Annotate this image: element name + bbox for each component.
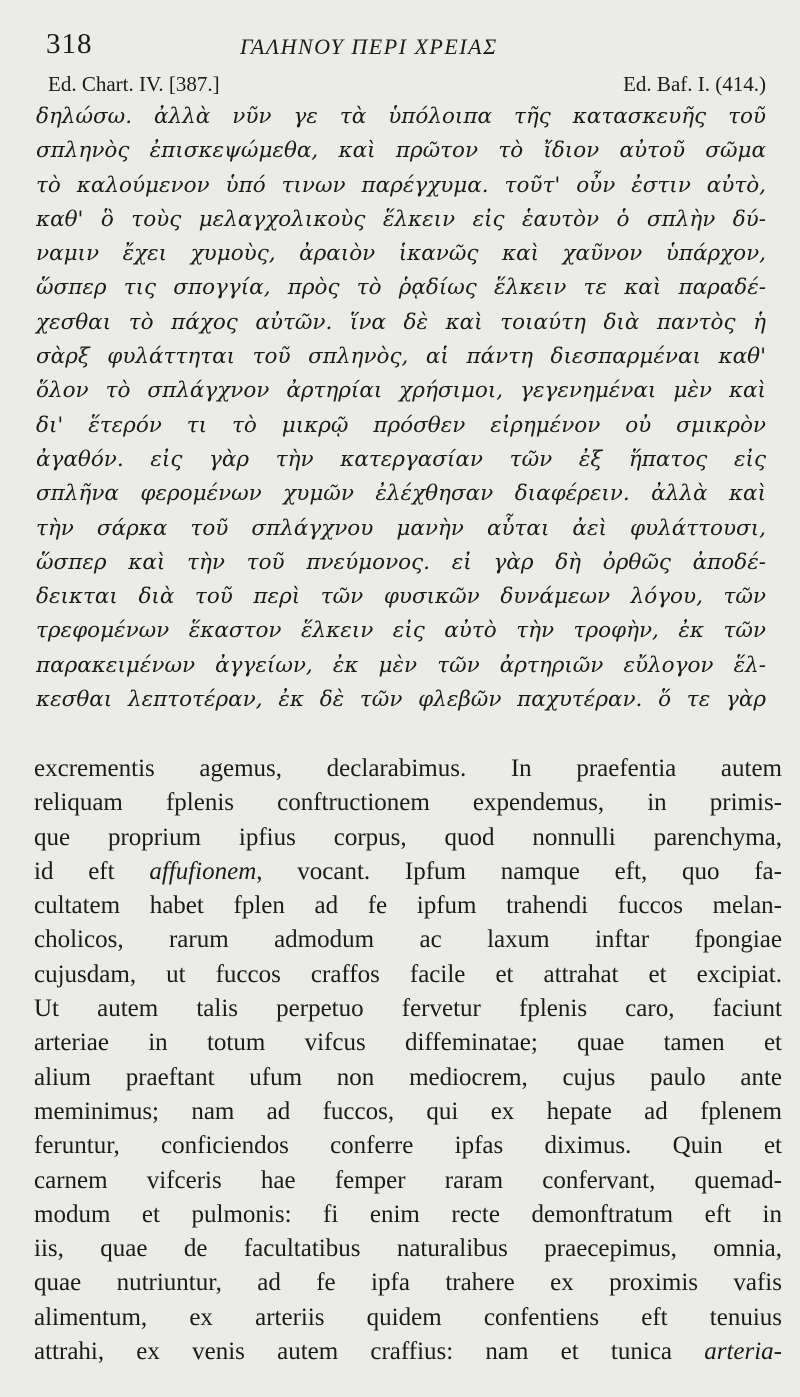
greek-line: τὸ καλούμενον ὑπό τινων παρέγχυμα. τοῦτ' οὖν ἐστιν αὐτὸ, bbox=[36, 172, 766, 198]
latin-line: cultatem habet fplen ad fe ipfum trahendi fuccos melan- bbox=[34, 892, 782, 920]
greek-line: δεικται διὰ τοῦ περὶ τῶν φυσικῶν δυνάμεων λόγου, τῶν bbox=[36, 584, 766, 610]
latin-line: cujusdam, ut fuccos craffos facile et attrahat et excipiat. bbox=[34, 960, 782, 988]
greek-line: τὴν σάρκα τοῦ σπλάγχνου μανὴν αὗται ἀεὶ φυλάττουσι, bbox=[36, 515, 766, 541]
greek-line: κεσθαι λεπτοτέραν, ἐκ δὲ τῶν φλεβῶν παχυτέραν. ὅ τε γὰρ bbox=[36, 687, 766, 713]
latin-line-with-italic bbox=[34, 1335, 782, 1369]
latin-line: quae nutriuntur, ad fe ipfa trahere ex proximis vafis bbox=[34, 1269, 782, 1297]
greek-line: τρεφομένων ἕκαστον ἕλκειν εἰς αὐτὸ τὴν τροφὴν, ἐκ τῶν bbox=[36, 618, 766, 644]
greek-text-block bbox=[36, 100, 766, 717]
latin-line-with-italic bbox=[34, 855, 782, 889]
latin-line: carnem vifceris hae femper raram confervant, quemad- bbox=[34, 1166, 782, 1194]
latin-line: alimentum, ex arteriis quidem confentiens eft tenuius bbox=[34, 1303, 782, 1331]
latin-text-span: attrahi, ex venis autem craffius: nam et tunica bbox=[34, 1338, 705, 1366]
greek-line: σὰρξ φυλάττηται τοῦ σπληνὸς, αἱ πάντη διεσπαρμέναι καθ' bbox=[36, 344, 766, 370]
latin-line: modum et pulmonis: fi enim recte demonftratum eft in bbox=[34, 1200, 782, 1228]
greek-line: σπλῆνα φερομένων χυμῶν ἐλέχθησαν διαφέρειν. ἀλλὰ καὶ bbox=[36, 481, 766, 507]
greek-line: ναμιν ἔχει χυμοὺς, ἀραιὸν ἱκανῶς καὶ χαῦνον ὑπάρχον, bbox=[36, 241, 766, 267]
latin-italic-term: affufionem bbox=[149, 857, 257, 885]
latin-line: excrementis agemus, declarabimus. In praefentia autem bbox=[34, 755, 782, 782]
latin-line: iis, quae de facultatibus naturalibus praecepimus, omnia, bbox=[34, 1235, 782, 1263]
latin-text-span: , vocant. Ipfum namque eft, quo fa- bbox=[256, 857, 782, 885]
latin-line: arteriae in totum vifcus diffeminatae; quae tamen et bbox=[34, 1029, 782, 1057]
latin-line: feruntur, conficiendos conferre ipfas diximus. Quin et bbox=[34, 1132, 782, 1160]
latin-line: que proprium ipfius corpus, quod nonnulli parenchyma, bbox=[34, 823, 782, 851]
greek-line: ὥσπερ τις σπογγία, πρὸς τὸ ῥᾳδίως ἕλκειν τε καὶ παραδέ- bbox=[36, 275, 766, 301]
latin-text-block bbox=[34, 752, 782, 1369]
greek-line: παρακειμένων ἀγγείων, ἐκ μὲν τῶν ἀρτηριῶν εὔλογον ἕλ- bbox=[36, 652, 766, 678]
edition-reference-line bbox=[48, 72, 766, 102]
latin-line: cholicos, rarum admodum ac laxum inftar fpongiae bbox=[34, 926, 782, 954]
latin-line: Ut autem talis perpetuo fervetur fplenis caro, faciunt bbox=[34, 995, 782, 1023]
greek-line: χεσθαι τὸ πάχος αὐτῶν. ἵνα δὲ καὶ τοιαύτη διὰ παντὸς ἡ bbox=[36, 309, 766, 335]
latin-text-span: id eft bbox=[34, 857, 150, 885]
greek-line: ὅλον τὸ σπλάγχνον ἀρτηρίαι χρήσιμοι, γεγενημέναι μὲν καὶ bbox=[36, 378, 766, 404]
greek-line: ἀγαθόν. εἰς γὰρ τὴν κατεργασίαν τῶν ἐξ ἥπατος εἰς bbox=[36, 446, 766, 472]
latin-line: meminimus; nam ad fuccos, qui ex hepate ad fplenem bbox=[34, 1097, 782, 1125]
latin-italic-term: arteria- bbox=[704, 1338, 782, 1366]
greek-line: καθ' ὃ τοὺς μελαγχολικοὺς ἕλκειν εἰς ἑαυτὸν ὁ σπλὴν δύ- bbox=[36, 206, 766, 232]
page-title: ΓΑΛΗΝΟΥ ΠΕΡΙ ΧΡΕΙΑΣ bbox=[240, 34, 498, 59]
running-head bbox=[40, 28, 760, 64]
page-number: 318 bbox=[46, 28, 93, 60]
edition-basel-ref: Ed. Baf. I. (414.) bbox=[623, 72, 766, 96]
greek-line: σπληνὸς ἐπισκεψώμεθα, καὶ πρῶτον τὸ ἴδιον αὐτοῦ σῶμα bbox=[36, 138, 766, 164]
greek-line: ὥσπερ καὶ τὴν τοῦ πνεύμονος. εἰ γὰρ δὴ ὀρθῶς ἀποδέ- bbox=[36, 549, 766, 575]
greek-line: δηλώσω. ἀλλὰ νῦν γε τὰ ὑπόλοιπα τῆς κατασκευῆς τοῦ bbox=[36, 104, 766, 129]
latin-line: alium praeftant ufum non mediocrem, cujus paulo ante bbox=[34, 1063, 782, 1091]
latin-line: reliquam fplenis conftructionem expendemus, in primis- bbox=[34, 789, 782, 817]
greek-line: δι' ἕτερόν τι τὸ μικρῷ πρόσθεν εἰρημένον οὐ σμικρὸν bbox=[36, 412, 766, 438]
edition-chartier-ref: Ed. Chart. IV. [387.] bbox=[48, 72, 220, 96]
